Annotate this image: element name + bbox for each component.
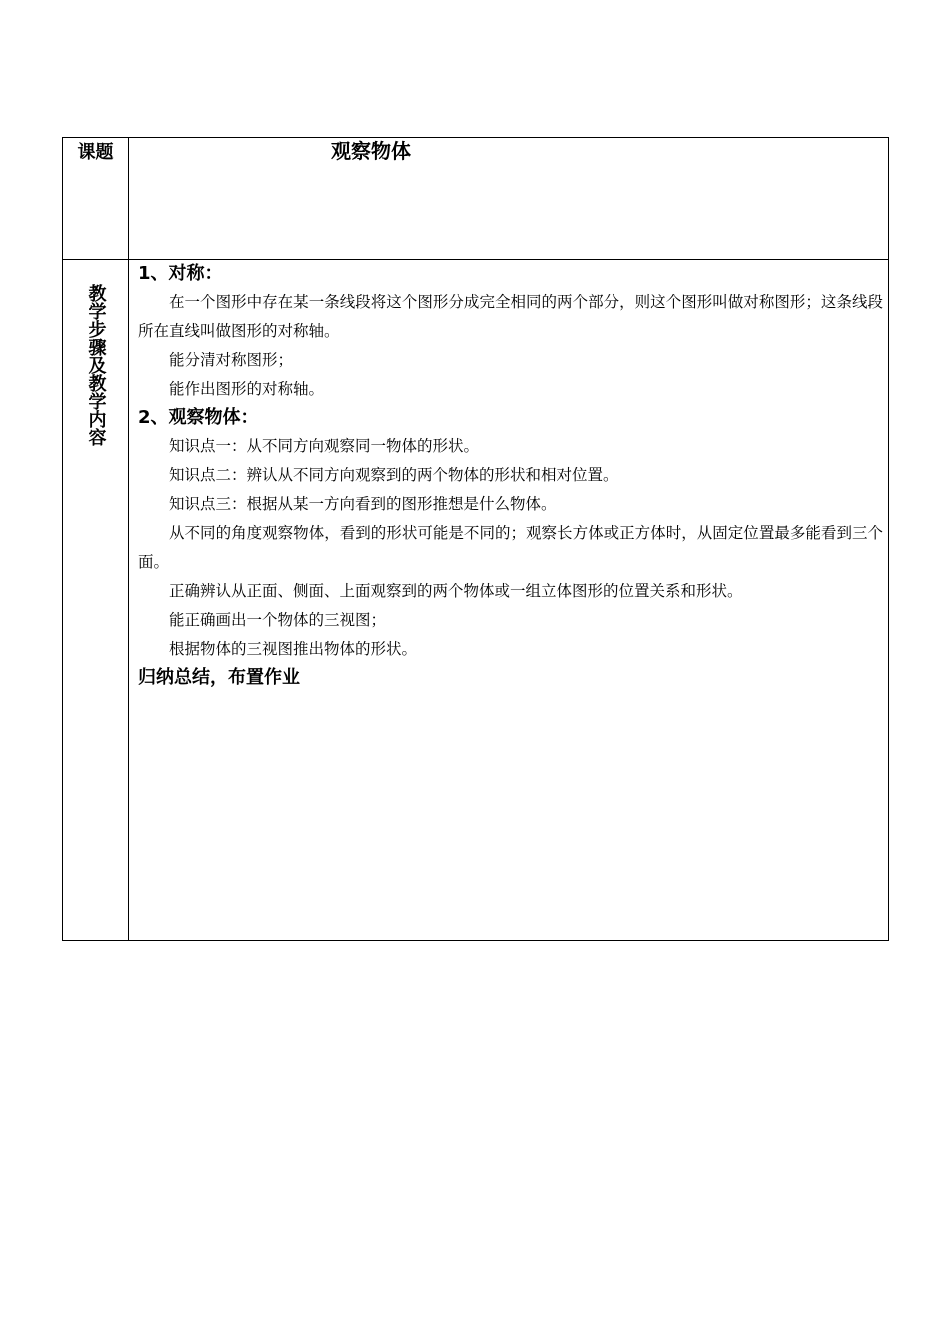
steps-label-cell [63,284,128,446]
lesson-plan-table [62,137,889,941]
paragraph: 知识点二：辨认从不同方向观察到的两个物体的形状和相对位置。 [169,466,619,484]
paragraph: 在一个图形中存在某一条线段将这个图形分成完全相同的两个部分，则这个图形叫做对称图形；这条线段所在直线叫做图形的对称轴。 [138,293,883,340]
paragraph: 知识点三：根据从某一方向看到的图形推想是什么物体。 [169,495,557,513]
steps-label: 教学步骤及教学内容 [85,284,107,446]
column-divider [128,138,129,940]
paragraph: 能正确画出一个物体的三视图； [169,611,387,629]
paragraph: 能分清对称图形； [169,351,294,369]
paragraph: 根据物体的三视图推出物体的形状。 [169,640,418,658]
paragraph: 正确辨认从正面、侧面、上面观察到的两个物体或一组立体图形的位置关系和形状。 [169,582,743,600]
section-heading-observe: 2、观察物体： [138,407,259,428]
summary-heading: 归纳总结，布置作业 [138,667,300,688]
topic-label: 课题 [77,142,114,163]
lesson-content [138,260,883,692]
paragraph: 能作出图形的对称轴。 [169,380,325,398]
lesson-title: 观察物体 [331,139,411,163]
paragraph: 从不同的角度观察物体，看到的形状可能是不同的；观察长方体或正方体时，从固定位置最多能看到三个面。 [138,524,883,571]
paragraph: 知识点一：从不同方向观察同一物体的形状。 [169,437,480,455]
section-heading-symmetry: 1、对称： [138,263,223,284]
